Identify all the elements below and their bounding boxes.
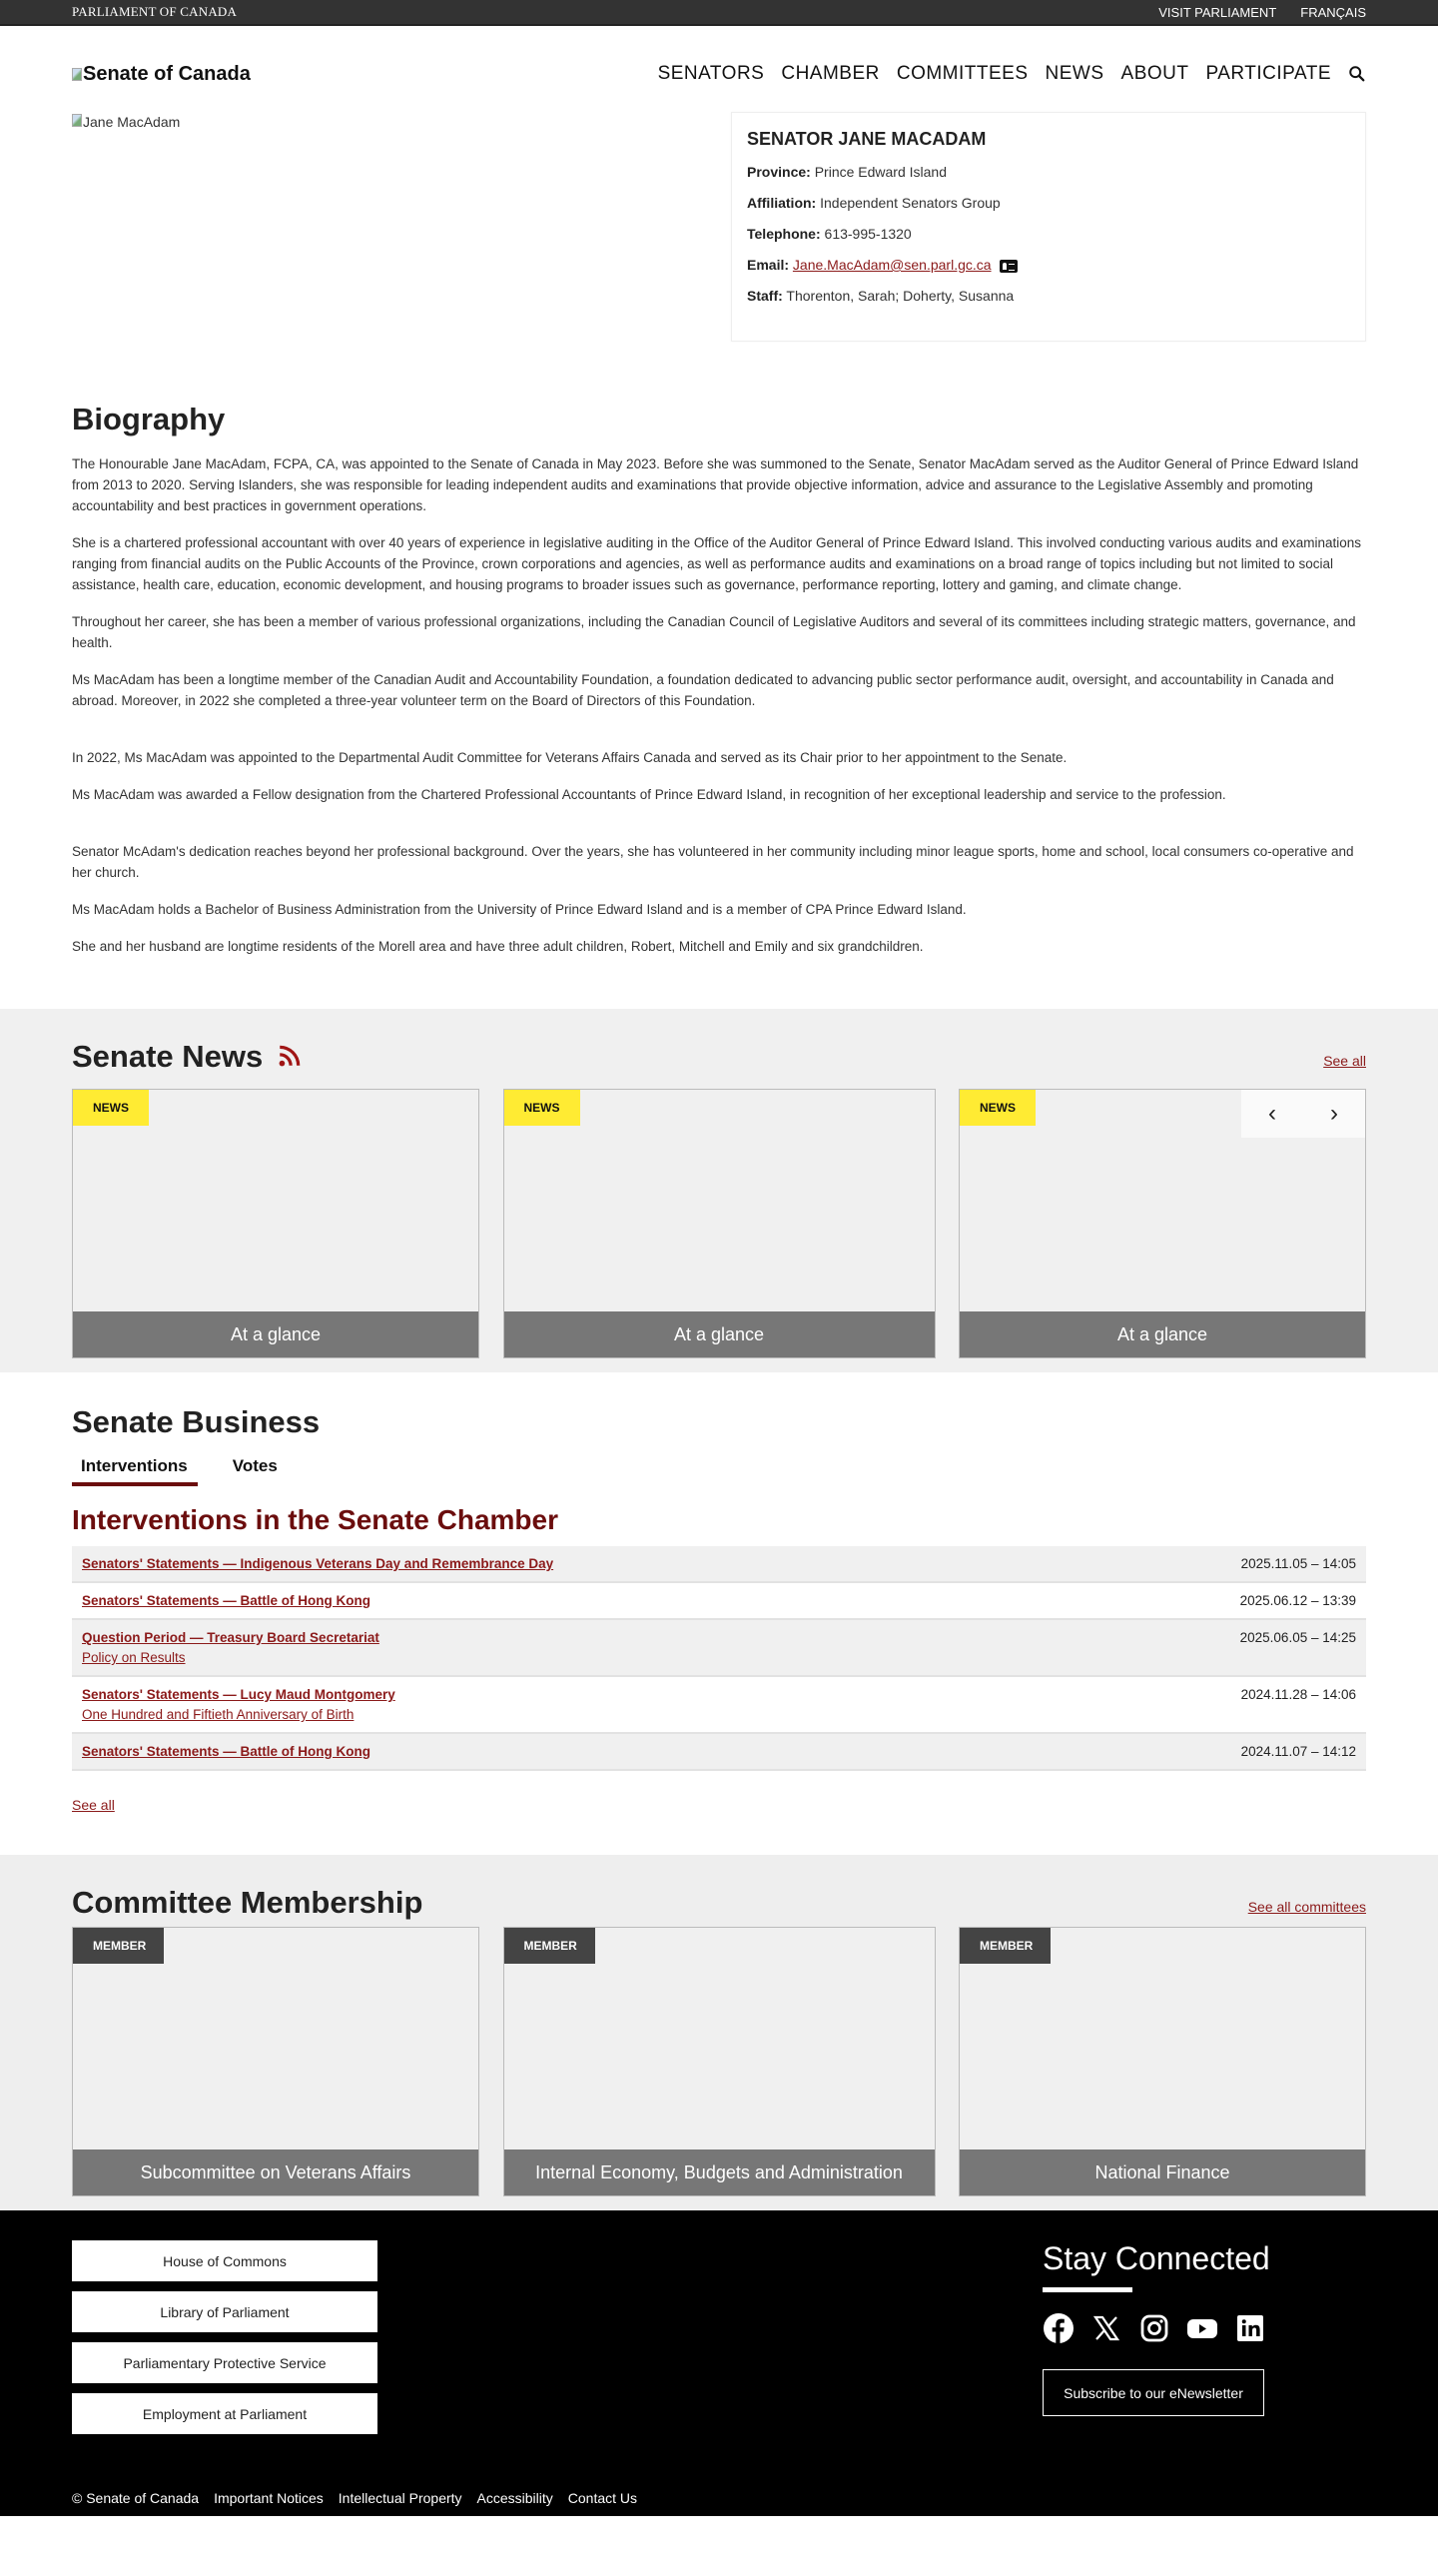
interventions-see-all-link[interactable]: See all xyxy=(72,1797,115,1813)
email-link[interactable]: Jane.MacAdam@sen.parl.gc.ca xyxy=(792,257,992,273)
nav-participate[interactable]: PARTICIPATE xyxy=(1205,63,1331,84)
search-icon[interactable] xyxy=(1348,65,1366,83)
intervention-link[interactable]: Question Period — Treasury Board Secretariat xyxy=(82,1630,379,1645)
house-of-commons-button[interactable]: House of Commons xyxy=(72,2240,377,2281)
news-card-caption: At a glance xyxy=(504,1311,935,1357)
biography-title: Biography xyxy=(72,402,226,436)
main-nav xyxy=(658,63,1366,85)
linkedin-icon[interactable] xyxy=(1234,2312,1266,2349)
news-carousel xyxy=(72,1089,1366,1358)
subscribe-newsletter-button[interactable]: Subscribe to our eNewsletter xyxy=(1043,2369,1264,2416)
province-field xyxy=(747,164,1350,180)
intervention-date: 2024.11.07 – 14:12 xyxy=(1240,1744,1356,1759)
intervention-date: 2025.11.05 – 14:05 xyxy=(1240,1556,1356,1571)
staff-value: Thorenton, Sarah; Doherty, Susanna xyxy=(786,288,1015,304)
news-card[interactable] xyxy=(72,1089,479,1358)
senator-photo xyxy=(72,112,180,402)
top-links xyxy=(1158,5,1366,20)
intervention-date: 2025.06.05 – 14:25 xyxy=(1239,1630,1356,1645)
telephone-label: Telephone: xyxy=(747,226,821,242)
top-bar xyxy=(0,0,1438,26)
affiliation-value: Independent Senators Group xyxy=(820,195,1001,211)
rss-icon[interactable] xyxy=(277,1043,303,1072)
stay-connected-title: Stay Connected xyxy=(1043,2240,1270,2276)
business-title: Senate Business xyxy=(72,1404,321,1439)
member-tag: MEMBER xyxy=(504,1928,595,1964)
senate-business-section xyxy=(0,1372,1438,1855)
copyright-link[interactable]: © Senate of Canada xyxy=(72,2490,200,2506)
member-tag: MEMBER xyxy=(73,1928,164,1964)
table-row xyxy=(72,1546,1366,1583)
visit-parliament-link[interactable]: VISIT PARLIAMENT xyxy=(1158,4,1277,20)
protective-service-button[interactable]: Parliamentary Protective Service xyxy=(72,2342,377,2383)
intervention-date: 2025.06.12 – 13:39 xyxy=(1239,1593,1356,1608)
telephone-value: 613-995-1320 xyxy=(824,226,912,242)
news-card[interactable] xyxy=(503,1089,936,1358)
intervention-sublink[interactable]: Policy on Results xyxy=(82,1650,186,1665)
language-toggle-link[interactable]: FRANÇAIS xyxy=(1300,4,1366,20)
bio-paragraph: Throughout her career, she has been a member of various professional organizations, including the Canadian Council of Legislative Auditors and several of its committees including strategic matters, governance, and health. xyxy=(72,614,1356,650)
email-field xyxy=(747,257,1350,273)
biography-section xyxy=(0,402,1438,1009)
interventions-heading: Interventions in the Senate Chamber xyxy=(72,1504,558,1535)
intervention-link[interactable]: Senators' Statements — Battle of Hong Kong xyxy=(82,1744,370,1759)
news-see-all-link[interactable]: See all xyxy=(1323,1053,1366,1069)
senate-logo[interactable] xyxy=(72,63,251,86)
staff-label: Staff: xyxy=(747,288,783,304)
social-links xyxy=(1043,2312,1286,2349)
contact-us-link[interactable]: Contact Us xyxy=(567,2490,638,2506)
staff-field xyxy=(747,288,1350,304)
facebook-icon[interactable] xyxy=(1043,2312,1075,2349)
nav-chamber[interactable]: CHAMBER xyxy=(781,63,880,84)
logo-alt-text: Senate of Canada xyxy=(83,62,251,85)
telephone-field xyxy=(747,226,1350,242)
nav-about[interactable]: ABOUT xyxy=(1120,63,1189,84)
tab-votes[interactable]: Votes xyxy=(232,1456,278,1475)
broken-image-icon xyxy=(72,68,82,81)
news-tag: NEWS xyxy=(960,1090,1036,1126)
bio-paragraph: Ms MacAdam was awarded a Fellow designation from the Chartered Professional Accountants of Prince Edward Island, in recognition of her exceptional leadership and service to the profession. xyxy=(72,787,1226,802)
committee-name: Internal Economy, Budgets and Administration xyxy=(504,2149,935,2195)
chevron-right-icon[interactable]: › xyxy=(1330,1100,1338,1127)
interventions-list xyxy=(72,1546,1366,1771)
email-label: Email: xyxy=(747,257,790,273)
divider xyxy=(1043,2287,1132,2292)
senator-profile xyxy=(0,112,1438,402)
chevron-left-icon[interactable]: ‹ xyxy=(1268,1100,1276,1127)
employment-button[interactable]: Employment at Parliament xyxy=(72,2393,377,2434)
bio-paragraph: Ms MacAdam holds a Bachelor of Business Administration from the University of Prince Edward Island and is a member of CPA Prince Edward Island. xyxy=(72,902,967,917)
province-label: Province: xyxy=(747,164,811,180)
table-row xyxy=(72,1583,1366,1620)
intervention-link[interactable]: Senators' Statements — Battle of Hong Kong xyxy=(82,1593,370,1608)
vcard-icon[interactable] xyxy=(1000,260,1018,273)
committee-title: Committee Membership xyxy=(72,1885,423,1920)
news-title: Senate News xyxy=(72,1039,264,1074)
senator-info-card xyxy=(731,112,1366,342)
committee-card[interactable] xyxy=(72,1927,479,2196)
instagram-icon[interactable] xyxy=(1138,2312,1170,2349)
parliament-brand: PARLIAMENT OF CANADA xyxy=(72,4,238,19)
affiliation-field xyxy=(747,195,1350,211)
news-tag: NEWS xyxy=(504,1090,580,1126)
bio-paragraph: Ms MacAdam has been a longtime member of the Canadian Audit and Accountability Foundation, a foundation dedicated to advancing public sector performance audit, oversight, and accountability in Canada and abroad. Moreover, in 2022 she completed a three-year volunteer term on the Board of Directors of this Foundation. xyxy=(72,672,1334,708)
nav-news[interactable]: NEWS xyxy=(1045,63,1104,84)
carousel-controls xyxy=(1241,1090,1365,1138)
important-notices-link[interactable]: Important Notices xyxy=(214,2490,324,2506)
news-card-caption: At a glance xyxy=(960,1311,1365,1357)
photo-alt-text: Jane MacAdam xyxy=(83,114,181,130)
see-all-committees-link[interactable]: See all committees xyxy=(1247,1899,1366,1915)
library-of-parliament-button[interactable]: Library of Parliament xyxy=(72,2291,377,2332)
senator-name: SENATOR JANE MACADAM xyxy=(747,129,987,149)
table-row xyxy=(72,1620,1366,1677)
bio-paragraph: The Honourable Jane MacAdam, FCPA, CA, was appointed to the Senate of Canada in May 2023. Before she was summoned to the Senate, Senator MacAdam served as the Auditor General of Prince Edward Island from 2013 to 2020. Serving Islanders, she was responsible for leading independent audits and examinations that provide objective information, advice and assurance to the Legislative Assembly and promoting accountability and best practices in government operations. xyxy=(72,456,1359,513)
bio-paragraph: In 2022, Ms MacAdam was appointed to the Departmental Audit Committee for Veterans Affairs Canada and served as its Chair prior to her appointment to the Senate. xyxy=(72,750,1068,765)
accessibility-link[interactable]: Accessibility xyxy=(476,2490,553,2506)
youtube-icon[interactable] xyxy=(1186,2312,1218,2349)
intervention-date: 2024.11.28 – 14:06 xyxy=(1240,1687,1356,1702)
member-tag: MEMBER xyxy=(960,1928,1051,1964)
nav-committees[interactable]: COMMITTEES xyxy=(896,63,1029,84)
site-footer xyxy=(0,2210,1438,2516)
bio-paragraph: Senator McAdam's dedication reaches beyond her professional background. Over the years, she has volunteered in her community including minor league sports, home and school, local consumers co-operative and her church. xyxy=(72,844,1354,880)
nav-senators[interactable]: SENATORS xyxy=(657,63,765,84)
partner-links xyxy=(72,2240,377,2434)
tab-interventions[interactable]: Interventions xyxy=(72,1456,198,1486)
business-tabs xyxy=(72,1456,1366,1486)
news-tag: NEWS xyxy=(73,1090,149,1126)
news-heading xyxy=(72,1039,303,1075)
province-value: Prince Edward Island xyxy=(814,164,947,180)
news-card-caption: At a glance xyxy=(73,1311,478,1357)
senate-news-section xyxy=(0,1009,1438,1372)
intellectual-property-link[interactable]: Intellectual Property xyxy=(338,2490,462,2506)
intervention-sublink[interactable]: One Hundred and Fiftieth Anniversary of Birth xyxy=(82,1707,355,1722)
intervention-link[interactable]: Senators' Statements — Indigenous Veterans Day and Remembrance Day xyxy=(82,1556,554,1571)
stay-connected xyxy=(1043,2240,1286,2434)
committee-name: National Finance xyxy=(960,2149,1365,2195)
intervention-link[interactable]: Senators' Statements — Lucy Maud Montgomery xyxy=(82,1687,395,1702)
bio-paragraph: She and her husband are longtime residents of the Morell area and have three adult children, Robert, Mitchell and Emily and six grandchildren. xyxy=(72,939,924,954)
broken-image-icon xyxy=(72,114,82,127)
bio-paragraph: She is a chartered professional accountant with over 40 years of experience in legislative auditing in the Office of the Auditor General of Prince Edward Island. This involved conducting various audits and examinations ranging from financial audits on the Public Accounts of the Province, crown corporations and agencies, as well as performance audits and examinations on a broad range of topics including but not limited to social assistance, health care, education, economic development, and housing programs to broader issues such as governance, performance reporting, lottery and gaming, and climate change. xyxy=(72,535,1361,592)
committee-card[interactable] xyxy=(959,1927,1366,2196)
affiliation-label: Affiliation: xyxy=(747,195,817,211)
news-card[interactable] xyxy=(959,1089,1366,1358)
committee-name: Subcommittee on Veterans Affairs xyxy=(73,2149,478,2195)
committee-cards xyxy=(72,1927,1366,2196)
x-icon[interactable] xyxy=(1090,2312,1122,2349)
table-row xyxy=(72,1677,1366,1734)
committee-membership-section xyxy=(0,1855,1438,2210)
table-row xyxy=(72,1734,1366,1771)
site-header xyxy=(0,26,1438,112)
committee-card[interactable] xyxy=(503,1927,936,2196)
footer-bottom-links xyxy=(72,2490,1366,2506)
